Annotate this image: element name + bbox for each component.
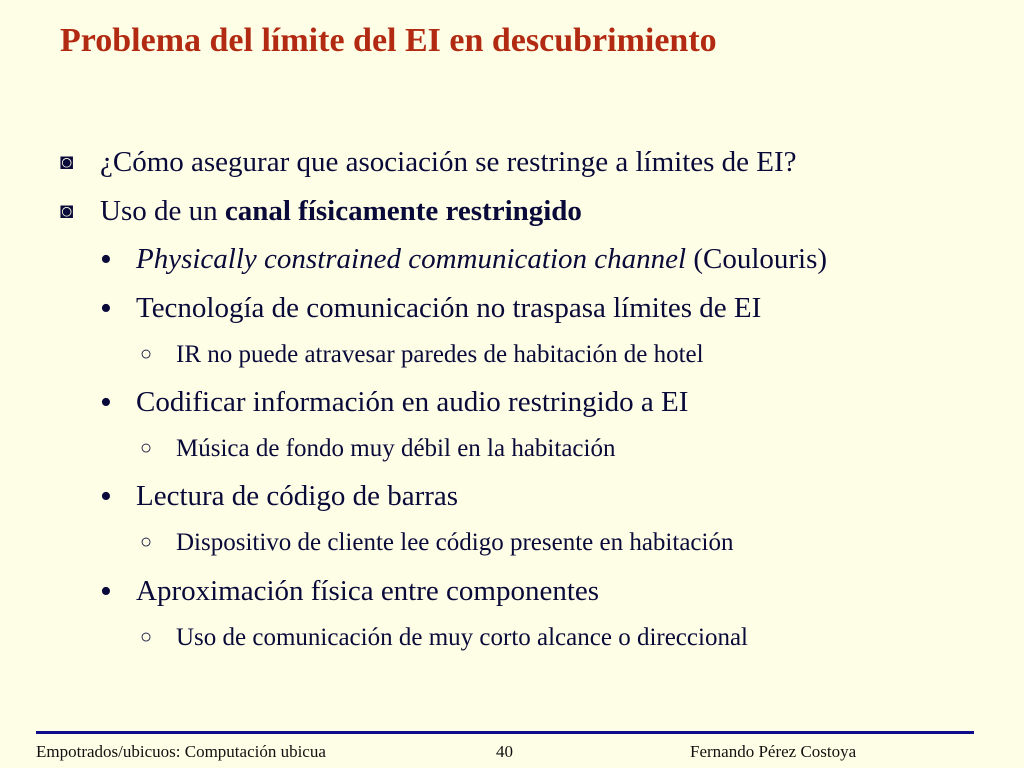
- bullet-question: [60, 146, 797, 179]
- bullet-text: Tecnología de comunicación no traspasa límites de EI: [136, 292, 762, 324]
- footer-author: Fernando Pérez Costoya: [690, 742, 857, 761]
- bullet-uso-canal: [60, 195, 582, 228]
- circle-bullet-icon: ○: [140, 531, 153, 553]
- bullet-text: Aproximación física entre componentes: [136, 575, 600, 607]
- circle-bullet-icon: ○: [140, 343, 153, 365]
- bullet-ir: [140, 341, 704, 369]
- footer-page-number: 40: [496, 742, 513, 761]
- bullet-text: IR no puede atravesar paredes de habitación de hotel: [176, 341, 704, 368]
- bullet-musica: [140, 435, 615, 463]
- bullet-codificar: • Codificar información en audio restringido a EI: [100, 384, 689, 421]
- bullet-lectura: • Lectura de código de barras: [100, 478, 459, 515]
- bullet-aproximacion: • Aproximación física entre componentes: [100, 573, 600, 610]
- bullet-text: Música de fondo muy débil en la habitación: [176, 435, 616, 462]
- footer-divider: [36, 731, 974, 734]
- circle-bullet-icon: ○: [140, 626, 153, 648]
- bullet-text: ¿Cómo asegurar que asociación se restringe a límites de EI?: [100, 146, 797, 178]
- square-bullet-icon: ◙: [60, 198, 74, 223]
- bullet-physically: • Physically constrained communication channel (Coulouris): [100, 241, 828, 278]
- bullet-text: Dispositivo de cliente lee código presente en habitación: [176, 529, 734, 556]
- bullet-text: (Coulouris): [686, 243, 828, 275]
- bullet-tecnologia: • Tecnología de comunicación no traspasa límites de EI: [100, 290, 762, 327]
- footer-course: Empotrados/ubicuos: Computación ubicua: [36, 742, 326, 761]
- bullet-text: Uso de comunicación de muy corto alcance o direccional: [176, 624, 748, 651]
- bullet-dispositivo: [140, 529, 733, 557]
- circle-bullet-icon: ○: [140, 437, 153, 459]
- bullet-text: Uso de un: [100, 195, 225, 227]
- slide-title: Problema del límite del EI en descubrimiento: [60, 22, 717, 59]
- bullet-text: Codificar información en audio restringido a EI: [136, 386, 689, 418]
- bullet-text: Lectura de código de barras: [136, 480, 459, 512]
- bullet-bold-text: canal físicamente restringido: [224, 195, 582, 227]
- square-bullet-icon: ◙: [60, 149, 74, 174]
- bullet-italic-text: Physically constrained communication channel: [136, 243, 687, 275]
- bullet-uso-comunicacion: [140, 624, 748, 652]
